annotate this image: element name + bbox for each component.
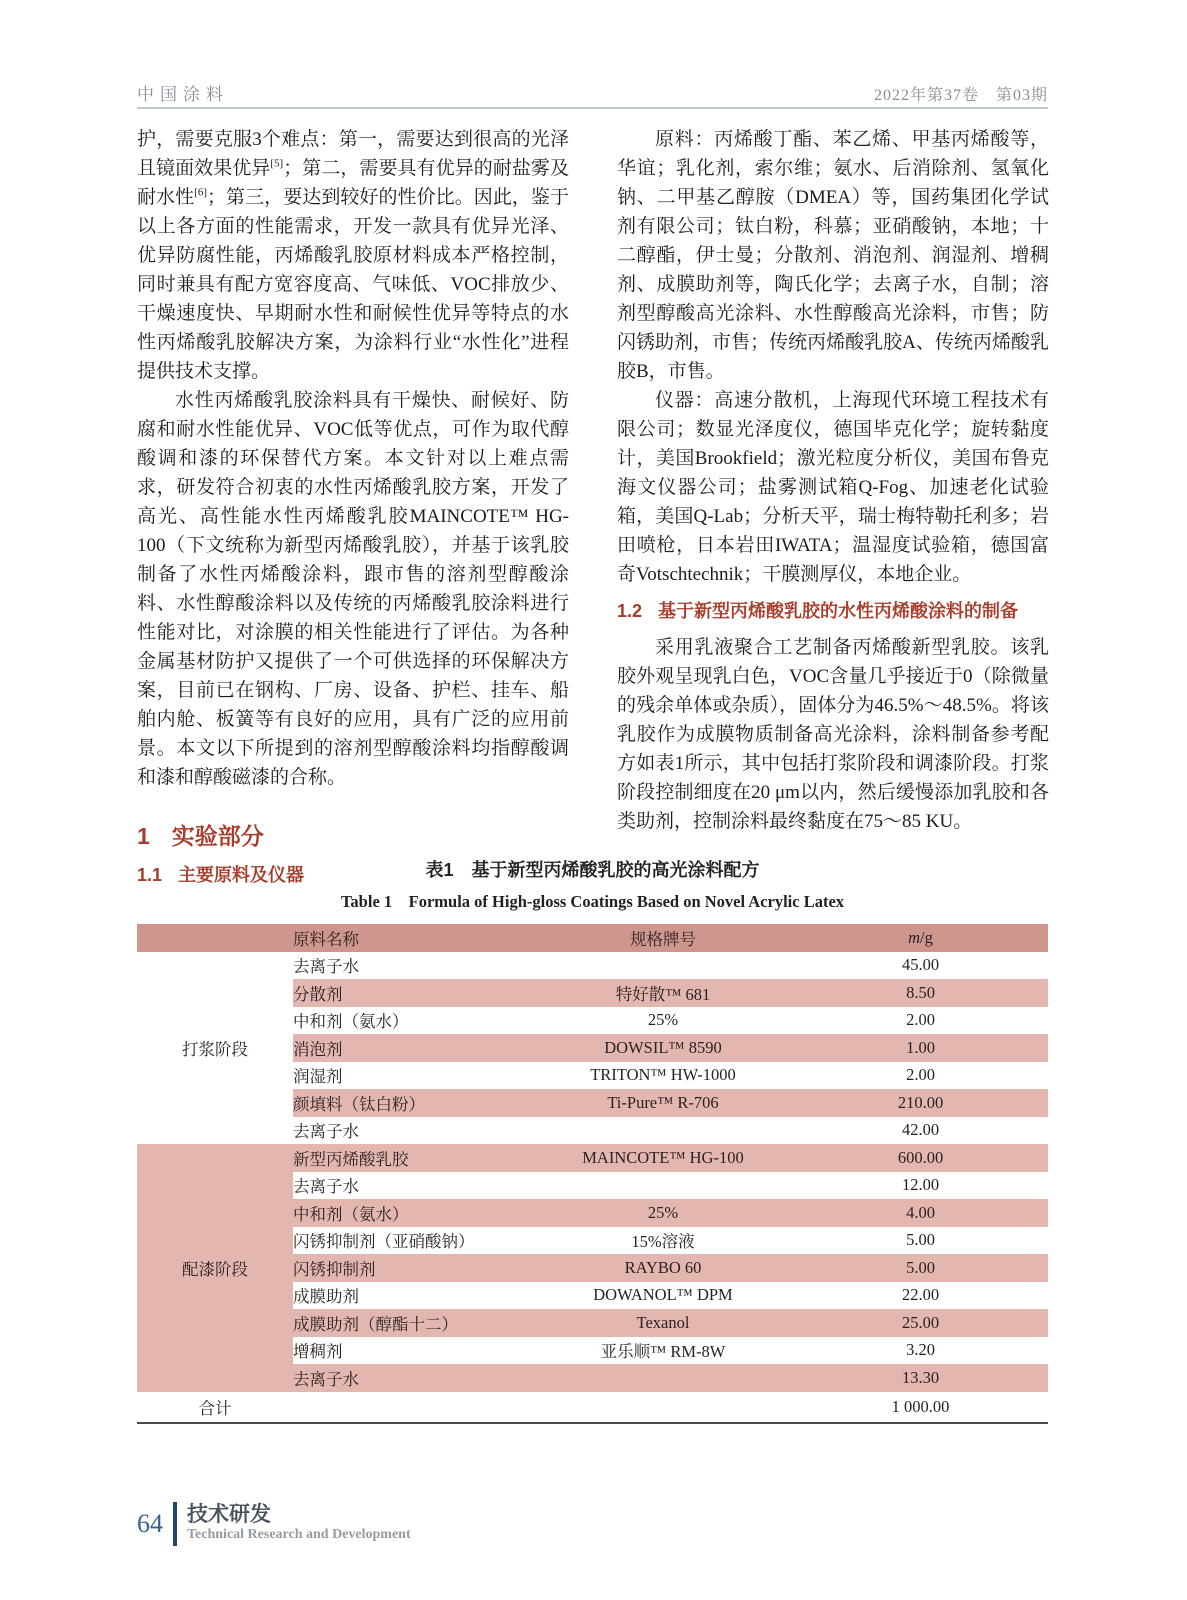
section-title: 主要原料及仪器 xyxy=(178,865,305,885)
left-column xyxy=(137,125,569,897)
issue-info: 2022年第37卷 第03期 xyxy=(873,87,1048,104)
formula-table xyxy=(137,924,1048,1424)
table-cell-material: 去离子水 xyxy=(293,957,359,977)
section-title: 实验部分 xyxy=(171,823,264,849)
page-number: 64 xyxy=(137,1509,163,1538)
citation-superscript: [6] xyxy=(194,186,207,199)
table-cell-spec: 特好散™ 681 xyxy=(533,979,793,1007)
right-column xyxy=(617,125,1049,836)
paragraph-continuation xyxy=(137,125,569,386)
table-cell-spec xyxy=(533,1117,793,1145)
table-title-zh: 表1 基于新型丙烯酸乳胶的高光涂料配方 xyxy=(425,860,760,880)
journal-title: 中国涂料 xyxy=(137,85,229,104)
table-cell-mass: 2.00 xyxy=(906,1065,935,1085)
paragraph-text: ；第三，要达到较好的性价比。因此，鉴于以上各方面的性能需求，开发一款具有优异光泽、优异防腐性能，丙烯酸乳胶原材料成本严格控制，同时兼具有配方宽容度高、气味低、VOC排放少、干燥速度快、早期耐水性和耐候性优异等特点的水性丙烯酸乳胶解决方案，为涂料行业“水性化”进程提供技术支撑。 xyxy=(137,187,569,382)
table-cell-material: 去离子水 xyxy=(293,1177,359,1197)
table-group-label: 配漆阶段 xyxy=(137,1144,293,1392)
table-cell-spec: DOWANOL™ DPM xyxy=(593,1285,733,1305)
footer-section-zh: 技术研发 xyxy=(187,1503,271,1526)
table-cell-mass: 210.00 xyxy=(793,1089,1048,1117)
table-cell-spec: Texanol xyxy=(533,1309,793,1337)
section-number: 1 xyxy=(137,823,150,849)
table-cell-mass: 1.00 xyxy=(793,1034,1048,1062)
table-cell-mass: 5.00 xyxy=(793,1254,1048,1282)
table-cell-material: 闪锈抑制剂 xyxy=(293,1254,533,1282)
citation-superscript: [5] xyxy=(270,157,284,170)
table-cell-material: 润湿剂 xyxy=(293,1067,343,1087)
table-cell-spec: Ti-Pure™ R-706 xyxy=(533,1089,793,1117)
table-total-label: 合计 xyxy=(198,1398,232,1418)
table-cell-material: 分散剂 xyxy=(293,979,533,1007)
table-header-mass xyxy=(793,924,1048,952)
mass-unit: /g xyxy=(920,927,933,947)
table-total-value: 1 000.00 xyxy=(891,1396,950,1416)
paragraph-text: ；第二，需要具有优异的耐盐雾及耐水性 xyxy=(137,158,569,208)
table-cell-spec xyxy=(533,1172,793,1200)
table-cell-material: 新型丙烯酸乳胶 xyxy=(293,1144,533,1172)
paragraph-instruments: 仪器：高速分散机，上海现代环境工程技术有限公司；数显光泽度仪，德国毕克化学；旋转黏度计，美国Brookfield；激光粒度分析仪，美国布鲁克海文仪器公司；盐雾测试箱Q-Fog、加速老化试验箱，美国Q-Lab；分析天平，瑞士梅特勒托利多；岩田喷枪，日本岩田IWATA；温湿度试验箱，德国富奇Votschtechnik；干膜测厚仪，本地企业。 xyxy=(617,390,1049,585)
table-header-spec: 规格牌号 xyxy=(533,924,793,952)
table-cell-mass: 3.20 xyxy=(906,1340,935,1360)
table-cell-spec: DOWSIL™ 8590 xyxy=(533,1034,793,1062)
table-cell-material: 成膜助剂 xyxy=(293,1287,359,1307)
table-title-en: Table 1 Formula of High-gloss Coatings Based on Novel Acrylic Latex xyxy=(340,892,845,911)
footer-section xyxy=(187,1504,411,1544)
table-cell-material: 消泡剂 xyxy=(293,1034,533,1062)
table-cell-spec: 25% xyxy=(647,1010,679,1030)
page-footer xyxy=(137,1502,411,1546)
table-cell-mass: 12.00 xyxy=(901,1175,940,1195)
table-cell-spec: RAYBO 60 xyxy=(533,1254,793,1282)
table-cell-mass: 4.00 xyxy=(793,1199,1048,1227)
paragraph-materials: 原料：丙烯酸丁酯、苯乙烯、甲基丙烯酸等，华谊；乳化剂，索尔维；氨水、后消除剂、氢氧化钠、二甲基乙醇胺（DMEA）等，国药集团化学试剂有限公司；钛白粉，科慕；亚硝酸钠，本地；十二醇酯，伊士曼；分散剂、消泡剂、润湿剂、增稠剂、成膜助剂等，陶氏化学；去离子水，自制；溶剂型醇酸高光涂料、水性醇酸高光涂料，市售；防闪锈助剂，市售；传统丙烯酸乳胶A、传统丙烯酸乳胶B，市售。 xyxy=(617,129,1049,382)
paragraph-text: 护，需要克服3个难点：第一，需要达到很高的光泽且镜面效果优异 xyxy=(137,129,569,179)
table-cell-spec: MAINCOTE™ HG-100 xyxy=(533,1144,793,1172)
table-cell-mass: 8.50 xyxy=(793,979,1048,1007)
paragraph: 水性丙烯酸乳胶涂料具有干燥快、耐候好、防腐和耐水性能优异、VOC低等优点，可作为取代醇酸调和漆的环保替代方案。本文针对以上难点需求，研发符合初衷的水性丙烯酸乳胶方案，开发了高光、高性能水性丙烯酸乳胶MAINCOTE™ HG-100（下文统称为新型丙烯酸乳胶），并基于该乳胶制备了水性丙烯酸涂料，跟市售的溶剂型醇酸涂料、水性醇酸涂料以及传统的丙烯酸乳胶涂料进行性能对比，对涂膜的相关性能进行了评估。为各种金属基材防护又提供了一个可供选择的环保解决方案，目前已在钢构、厂房、设备、护栏、挂车、船舶内舱、板簧等有良好的应用，具有广泛的应用前景。本文以下所提到的溶剂型醇酸涂料均指醇酸调和漆和醇酸磁漆的合称。 xyxy=(137,390,569,788)
table-row xyxy=(137,952,1048,980)
table-cell-mass: 45.00 xyxy=(901,955,940,975)
table-cell-material: 闪锈抑制剂（亚硝酸钠） xyxy=(293,1232,475,1252)
table-cell-mass: 600.00 xyxy=(793,1144,1048,1172)
section-number: 1.2 xyxy=(617,601,643,621)
table-header-cell-empty xyxy=(137,924,293,952)
paragraph-preparation: 采用乳液聚合工艺制备丙烯酸新型乳胶。该乳胶外观呈现乳白色，VOC含量几乎接近于0（除微量的残余单体或杂质），固体分为46.5%～48.5%。将该乳胶作为成膜物质制备高光涂料，涂料制备参考配方如表1所示，其中包括打浆阶段和调漆阶段。打浆阶段控制细度在20 μm以内，然后缓慢添加乳胶和各类助剂，控制涂料最终黏度在75～85 KU。 xyxy=(617,637,1049,832)
section-heading-1-2 xyxy=(617,597,1049,623)
table-header-material: 原料名称 xyxy=(293,924,533,952)
table-header-row xyxy=(137,924,1048,952)
table-row xyxy=(137,1144,1048,1172)
table-cell-mass: 42.00 xyxy=(901,1120,940,1140)
table-1-block xyxy=(137,856,1048,1424)
table-cell-material: 去离子水 xyxy=(293,1122,359,1142)
table-cell-mass: 22.00 xyxy=(901,1285,940,1305)
table-cell-spec xyxy=(533,1364,793,1392)
footer-section-en: Technical Research and Development xyxy=(187,1527,411,1542)
mass-symbol: m xyxy=(908,927,921,947)
table-cell-material: 中和剂（氨水） xyxy=(293,1199,533,1227)
table-cell-spec xyxy=(533,952,793,980)
table-cell-material: 颜填料（钛白粉） xyxy=(293,1089,533,1117)
section-number: 1.1 xyxy=(137,865,163,885)
header-rule xyxy=(137,107,1048,109)
table-cell-mass: 13.30 xyxy=(793,1364,1048,1392)
table-cell-spec: TRITON™ HW-1000 xyxy=(590,1065,736,1085)
table-cell-empty xyxy=(293,1392,533,1423)
table-cell-material: 增稠剂 xyxy=(293,1342,343,1362)
table-cell-material: 中和剂（氨水） xyxy=(293,1012,409,1032)
section-heading-1 xyxy=(137,818,569,851)
section-title: 基于新型丙烯酸乳胶的水性丙烯酸涂料的制备 xyxy=(658,601,1019,621)
table-cell-material: 去离子水 xyxy=(293,1364,533,1392)
table-cell-spec: 亚乐顺™ RM-8W xyxy=(600,1342,726,1362)
table-cell-material: 成膜助剂（醇酯十二） xyxy=(293,1309,533,1337)
table-cell-spec: 15%溶液 xyxy=(631,1232,695,1252)
table-group-label: 打浆阶段 xyxy=(182,1039,248,1059)
table-cell-mass: 5.00 xyxy=(906,1230,935,1250)
table-cell-empty xyxy=(533,1392,793,1423)
table-cell-mass: 25.00 xyxy=(793,1309,1048,1337)
footer-divider-bar xyxy=(173,1502,177,1546)
table-total-row xyxy=(137,1392,1048,1423)
table-cell-spec: 25% xyxy=(533,1199,793,1227)
table-cell-mass: 2.00 xyxy=(906,1010,935,1030)
